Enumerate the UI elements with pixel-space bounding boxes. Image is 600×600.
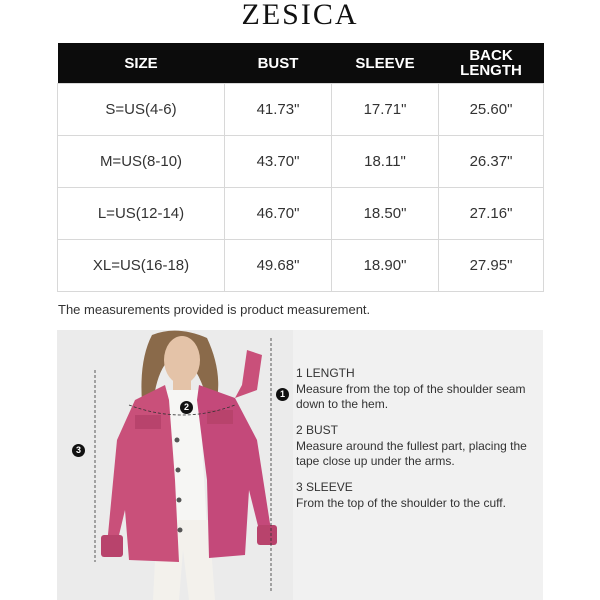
header-bust: BUST xyxy=(225,43,332,84)
instruction-text: From the top of the shoulder to the cuff. xyxy=(296,496,506,510)
cell-back-length: 27.16" xyxy=(439,188,544,240)
cell-size: XL=US(16-18) xyxy=(58,240,225,292)
header-sleeve: SLEEVE xyxy=(332,43,439,84)
measurement-instructions xyxy=(296,366,536,522)
measurement-note: The measurements provided is product measurement. xyxy=(58,302,371,317)
cell-bust: 49.68" xyxy=(225,240,332,292)
table-header-row xyxy=(58,43,544,84)
table-row xyxy=(58,136,544,188)
cell-sleeve: 18.11" xyxy=(332,136,439,188)
jacket-illustration xyxy=(57,330,293,600)
instruction-bust xyxy=(296,423,536,469)
marker-sleeve: 3 xyxy=(72,444,85,457)
size-chart-table xyxy=(57,43,544,292)
model-figure xyxy=(57,330,293,600)
cell-sleeve: 18.50" xyxy=(332,188,439,240)
instruction-sleeve xyxy=(296,480,536,511)
cell-bust: 43.70" xyxy=(225,136,332,188)
instruction-text: Measure around the fullest part, placing the tape close up under the arms. xyxy=(296,439,527,468)
table-row xyxy=(58,84,544,136)
cell-sleeve: 17.71" xyxy=(332,84,439,136)
cell-bust: 41.73" xyxy=(225,84,332,136)
instruction-heading: 1 LENGTH xyxy=(296,366,355,380)
instruction-heading: 2 BUST xyxy=(296,423,339,437)
header-back-length xyxy=(439,43,544,84)
marker-length: 1 xyxy=(276,388,289,401)
marker-bust: 2 xyxy=(180,401,193,414)
cell-size: L=US(12-14) xyxy=(58,188,225,240)
cell-back-length: 27.95" xyxy=(439,240,544,292)
header-back-length-text: BACK LENGTH xyxy=(460,47,522,79)
header-size: SIZE xyxy=(58,43,225,84)
cell-size: M=US(8-10) xyxy=(58,136,225,188)
cell-size: S=US(4-6) xyxy=(58,84,225,136)
instruction-heading: 3 SLEEVE xyxy=(296,480,353,494)
instruction-length xyxy=(296,366,536,412)
cell-sleeve: 18.90" xyxy=(332,240,439,292)
instruction-text: Measure from the top of the shoulder seam down to the hem. xyxy=(296,382,526,411)
cell-bust: 46.70" xyxy=(225,188,332,240)
cell-back-length: 25.60" xyxy=(439,84,544,136)
table-row xyxy=(58,188,544,240)
brand-logo: ZESICA xyxy=(241,0,359,31)
table-row xyxy=(58,240,544,292)
cell-back-length: 26.37" xyxy=(439,136,544,188)
